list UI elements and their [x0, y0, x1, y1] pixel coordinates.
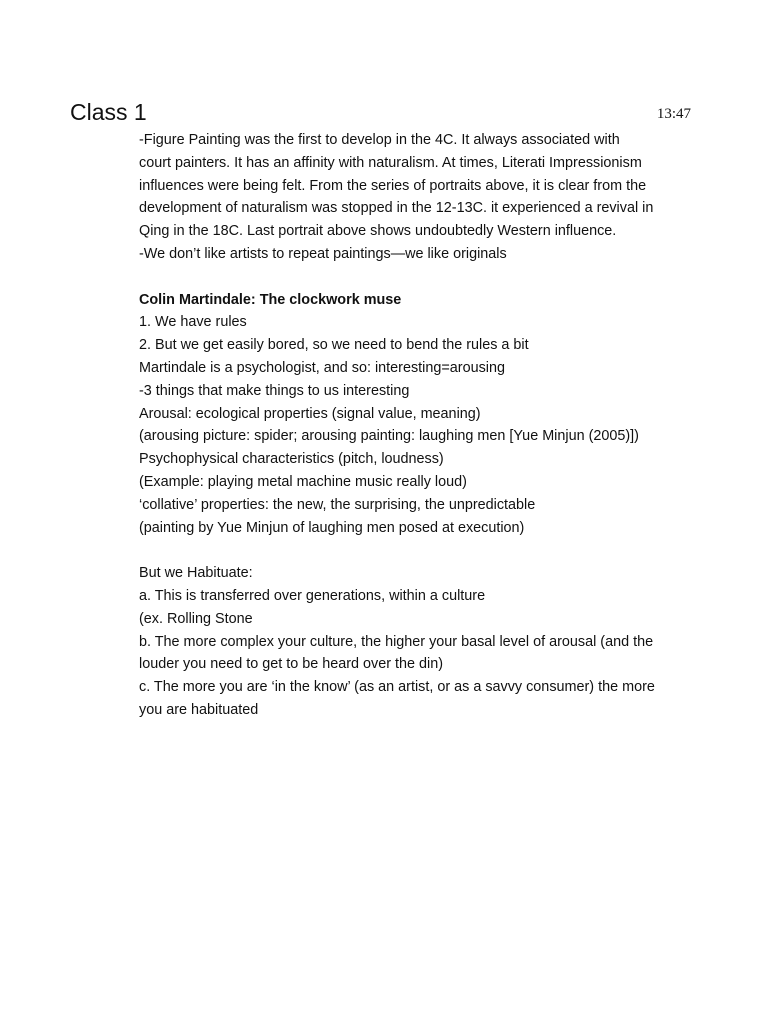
text-line: Martindale is a psychologist, and so: interesting=arousing	[139, 359, 505, 376]
text-line: ‘collative’ properties: the new, the surprising, the unpredictable	[139, 496, 536, 513]
text-line: -We don’t like artists to repeat paintings—we like originals	[139, 245, 507, 262]
text-line: -3 things that make things to us interesting	[139, 382, 410, 399]
section-heading: Colin Martindale: The clockwork muse	[139, 291, 402, 308]
text-line: But we Habituate:	[139, 565, 253, 582]
text-line: Arousal: ecological properties (signal value, meaning)	[139, 405, 481, 422]
section-clockwork-muse	[139, 289, 699, 540]
text-line: (painting by Yue Minjun of laughing men posed at execution)	[139, 519, 525, 536]
text-line: (arousing picture: spider; arousing painting: laughing men [Yue Minjun (2005)])	[139, 428, 639, 445]
text-line: 1. We have rules	[139, 314, 247, 331]
text-line: influences were being felt. From the series of portraits above, it is clear from the	[139, 177, 647, 194]
blank-line	[139, 266, 699, 289]
text-line: you are habituated	[139, 701, 259, 718]
text-line: Qing in the 18C. Last portrait above shows undoubtedly Western influence.	[139, 223, 617, 240]
timestamp: 13:47	[656, 106, 691, 122]
text-line: Psychophysical characteristics (pitch, loudness)	[139, 451, 444, 468]
text-line: 2. But we get easily bored, so we need to bend the rules a bit	[139, 337, 529, 354]
text-line: court painters. It has an affinity with naturalism. At times, Literati Impressionism	[139, 154, 642, 171]
text-line: b. The more complex your culture, the higher your basal level of arousal (and the	[139, 633, 654, 650]
page-title: Class 1	[70, 99, 147, 125]
blank-line	[139, 539, 699, 562]
section-habituate	[139, 562, 699, 722]
text-line: c. The more you are ‘in the know’ (as an artist, or as a savvy consumer) the more	[139, 679, 655, 696]
text-line: a. This is transferred over generations, within a culture	[139, 587, 486, 604]
text-line: louder you need to get to be heard over the din)	[139, 656, 444, 673]
text-line: (Example: playing metal machine music really loud)	[139, 473, 467, 490]
text-line: -Figure Painting was the first to develop in the 4C. It always associated with	[139, 132, 620, 148]
paragraph-figure-painting	[139, 129, 699, 266]
note-body	[139, 129, 699, 722]
text-line: development of naturalism was stopped in the 12-13C. it experienced a revival in	[139, 200, 654, 217]
text-line: (ex. Rolling Stone	[139, 610, 253, 627]
